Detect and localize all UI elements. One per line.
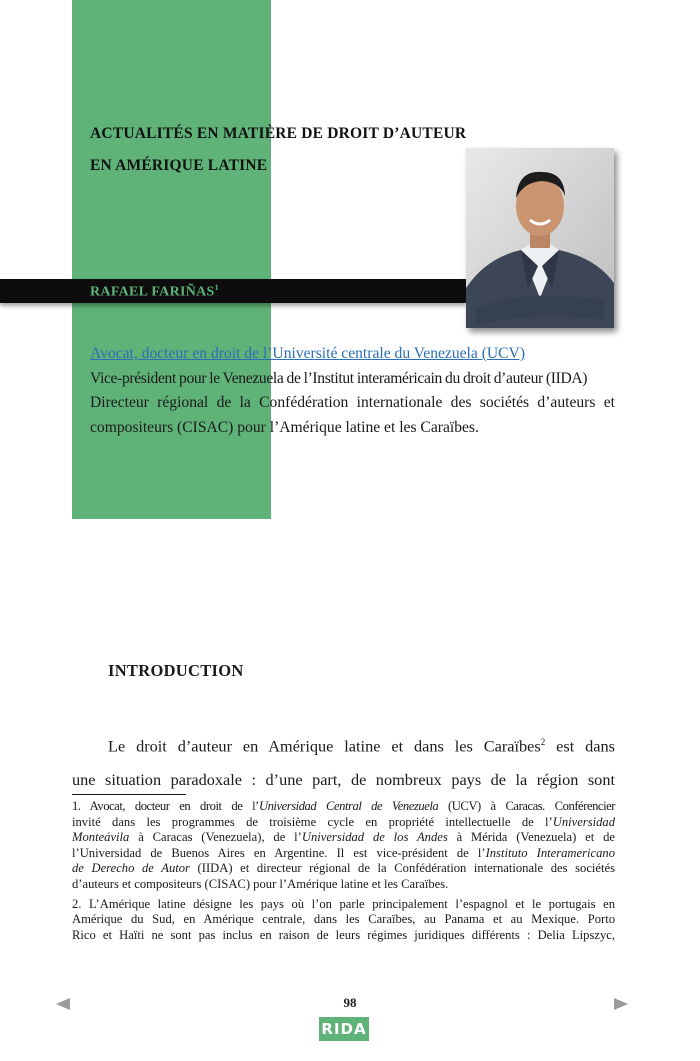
rida-logo: RIDA: [319, 1017, 369, 1041]
footnote-2-line: 2. L’Amérique latine désigne les pays où l’on parle principalement l’espagnol et le portugais en: [72, 896, 615, 911]
author-name-text: RAFAEL FARIÑAS: [90, 284, 215, 300]
title-line-1: ACTUALITÉS EN MATIÈRE DE DROIT D’AUTEUR: [90, 125, 467, 142]
introduction-paragraph: [72, 725, 615, 797]
article-title: [90, 118, 510, 182]
bio-affiliation-link[interactable]: Avocat, docteur en droit de l’Université centrale du Venezuela (UCV): [90, 345, 526, 362]
footnote-1-line: 1. Avocat, docteur en droit de l’Universidad Central de Venezuela (UCV) à Caracas. Conférencier: [72, 799, 616, 813]
bio-line-3: Directeur régional de la Confédération internationale des sociétés d’auteurs et: [90, 394, 615, 411]
section-heading-introduction: INTRODUCTION: [108, 661, 244, 680]
footnote-1-line: de Derecho de Autor (IIDA) et directeur régional de la Confédération internationale des sociétés: [72, 861, 615, 876]
page-number: 98: [343, 995, 357, 1010]
paragraph-text-1a: Le droit d’auteur en Amérique latine et dans les Caraïbes: [108, 736, 541, 756]
footnote-divider: [72, 794, 186, 795]
footnote-2-line: Amérique du Sud, en Amérique centrale, dans les Caraïbes, au Panama et au Mexique. Porto: [72, 912, 615, 927]
author-photo: [466, 148, 614, 328]
footnote-1-line: l’Universidad de Buenos Aires en Argentine. Il est vice-président de l’Instituto Interamericano: [72, 845, 615, 860]
footnote-1-line: invité dans les programmes de troisième cycle en propriété intellectuelle de l’Universidad: [72, 814, 615, 829]
bio-line-4: compositeurs (CISAC) pour l’Amérique latine et les Caraïbes.: [90, 418, 479, 436]
author-footnote-ref[interactable]: 1: [214, 283, 219, 292]
paragraph-text-1b: est dans: [545, 736, 616, 756]
paragraph-line-2: une situation paradoxale : d’une part, de nombreux pays de la région sont: [72, 770, 615, 790]
title-line-2: EN AMÉRIQUE LATINE: [90, 157, 268, 174]
footnote-1: [72, 799, 615, 893]
footnote-2: [72, 897, 615, 944]
green-accent-band: [72, 0, 271, 519]
footnotes: [72, 799, 615, 947]
portrait-image: [466, 148, 614, 328]
footnote-1-line: Monteávila à Caracas (Venezuela), de l’Universidad de los Andes à Mérida (Venezuela) et de: [72, 830, 615, 845]
bio-line-2: Vice-président pour le Venezuela de l’Institut interaméricain du droit d’auteur (IIDA): [90, 369, 588, 387]
paragraph-line-1: [72, 725, 615, 763]
footnote-2-line: Rico et Haïti ne sont pas inclus en raison de leurs régimes juridiques différents : Delia Lipszyc,: [72, 927, 615, 942]
footnote-1-line: d’auteurs et compositeurs (CISAC) pour l’Amérique latine et les Caraïbes.: [72, 876, 449, 891]
author-bar: [0, 279, 466, 303]
footnote-ref-2[interactable]: 2: [540, 737, 546, 747]
author-bio: [90, 342, 615, 440]
author-name: [90, 283, 219, 301]
